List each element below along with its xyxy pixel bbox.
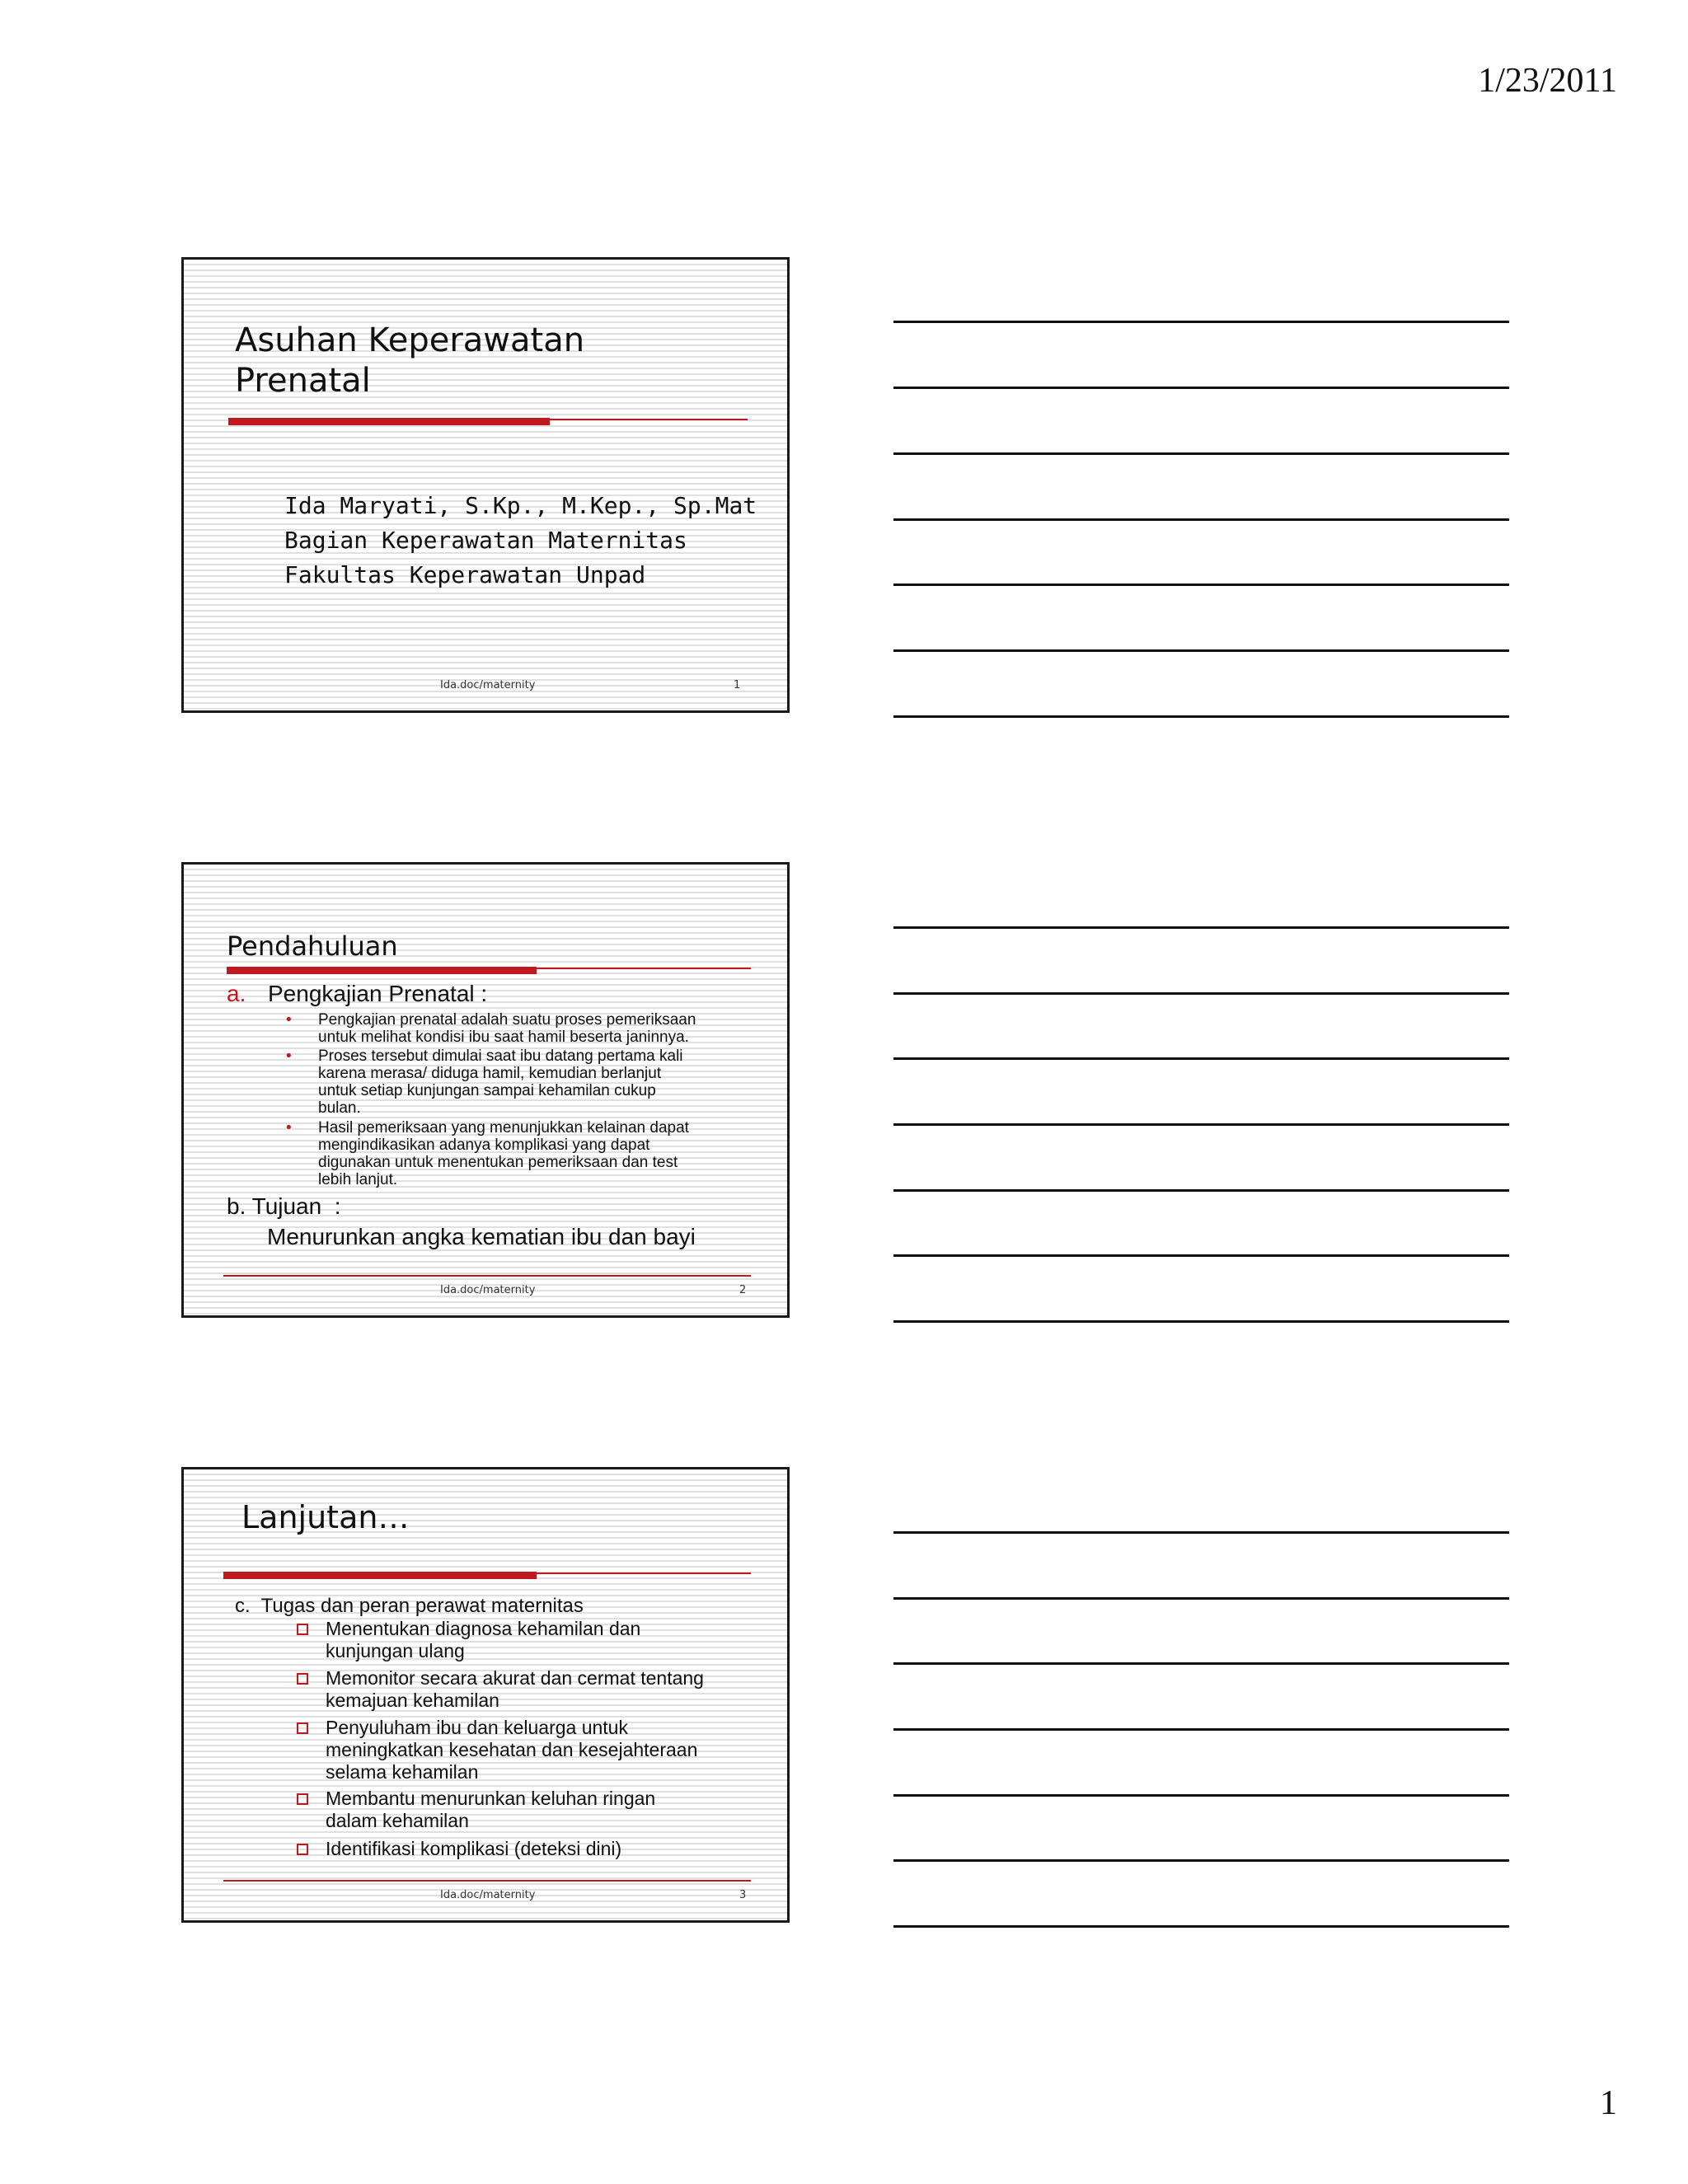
- list-item: Memonitor secara akurat dan cermat tentang kemajuan kehamilan: [326, 1667, 704, 1711]
- section-c-heading: c. Tugas dan peran perawat maternitas: [235, 1595, 584, 1617]
- note-line: [893, 321, 1509, 323]
- note-line: [893, 1254, 1509, 1257]
- note-line: [893, 1925, 1509, 1928]
- section-b-text: Menurunkan angka kematian ibu dan bayi: [267, 1224, 696, 1249]
- title-underline-thin: [228, 419, 748, 420]
- note-line: [893, 1728, 1509, 1731]
- author-name: Ida Maryati, S.Kp., M.Kep., Sp.Mat: [284, 492, 757, 519]
- slide-number: 2: [739, 1284, 747, 1296]
- list-item: Membantu menurunkan keluhan ringan dalam kehamilan: [326, 1788, 656, 1831]
- note-line: [893, 1123, 1509, 1126]
- note-line: [893, 583, 1509, 586]
- bullet-text: Proses tersebut dimulai saat ibu datang pertama kali karena merasa/ diduga hamil, kemudian berlanjut untuk setiap kunjungan sampai kehamilan cukup bulan.: [318, 1047, 683, 1117]
- author-department: Bagian Keperawatan Maternitas: [284, 527, 687, 554]
- slide-title: Pendahuluan: [227, 930, 398, 962]
- slide-3: [181, 1467, 790, 1923]
- note-line: [893, 715, 1509, 718]
- list-item: Identifikasi komplikasi (deteksi dini): [326, 1838, 622, 1859]
- section-a-heading: [227, 981, 488, 1007]
- slide-title-line-2: Prenatal: [235, 362, 371, 400]
- title-underline-thin: [227, 968, 751, 969]
- list-item: Penyuluham ibu dan keluarga untuk meningkatkan kesehatan dan kesejahteraan selama kehamilan: [326, 1717, 698, 1783]
- list-item: Menentukan diagnosa kehamilan dan kunjungan ulang: [326, 1618, 641, 1661]
- note-line: [893, 387, 1509, 389]
- note-line: [893, 1189, 1509, 1192]
- note-line: [893, 1057, 1509, 1060]
- slide-title: [235, 321, 584, 401]
- slide-number: 3: [739, 1889, 747, 1901]
- section-a-label: Pengkajian Prenatal :: [268, 981, 488, 1006]
- title-underline-thin: [223, 1572, 751, 1574]
- footer-divider: [223, 1275, 751, 1277]
- author-faculty: Fakultas Keperawatan Unpad: [284, 561, 646, 588]
- note-line: [893, 649, 1509, 652]
- slide-title-line-1: Asuhan Keperawatan: [235, 321, 585, 359]
- section-b-heading: b. Tujuan :: [227, 1193, 341, 1219]
- note-line: [893, 1859, 1509, 1862]
- note-line: [893, 1531, 1509, 1534]
- note-line: [893, 1320, 1509, 1323]
- bullet-dot-icon: •: [284, 1011, 293, 1029]
- slide-2: [181, 862, 790, 1318]
- note-line: [893, 518, 1509, 521]
- note-line: [893, 926, 1509, 929]
- square-bullet-icon: [297, 1722, 308, 1734]
- slide-title: Lanjutan…: [241, 1499, 410, 1535]
- bullet-dot-icon: •: [284, 1047, 293, 1065]
- note-line: [893, 1597, 1509, 1600]
- square-bullet-icon: [297, 1844, 308, 1855]
- slide-number: 1: [734, 679, 741, 691]
- note-line: [893, 1794, 1509, 1797]
- square-bullet-icon: [297, 1793, 308, 1805]
- footer-divider: [223, 1880, 751, 1882]
- bullet-dot-icon: •: [284, 1119, 293, 1137]
- bullet-text: Hasil pemeriksaan yang menunjukkan kelainan dapat mengindikasikan adanya komplikasi yang dapat digunakan untuk menentukan pemeriksaan dan test lebih lanjut.: [318, 1119, 689, 1188]
- section-a-marker: a.: [227, 981, 246, 1006]
- page-date: 1/23/2011: [1478, 62, 1617, 100]
- slide-1: [181, 257, 790, 713]
- note-line: [893, 452, 1509, 455]
- slide-footer: Ida.doc/maternity: [440, 1284, 536, 1296]
- page-number: 1: [1600, 2084, 1617, 2122]
- bullet-text: Pengkajian prenatal adalah suatu proses pemeriksaan untuk melihat kondisi ibu saat hamil beserta janinnya.: [318, 1011, 696, 1046]
- square-bullet-icon: [297, 1673, 308, 1685]
- square-bullet-icon: [297, 1624, 308, 1635]
- slide-footer: Ida.doc/maternity: [440, 1889, 536, 1901]
- slide-footer: Ida.doc/maternity: [440, 679, 536, 691]
- note-line: [893, 1662, 1509, 1665]
- note-line: [893, 992, 1509, 995]
